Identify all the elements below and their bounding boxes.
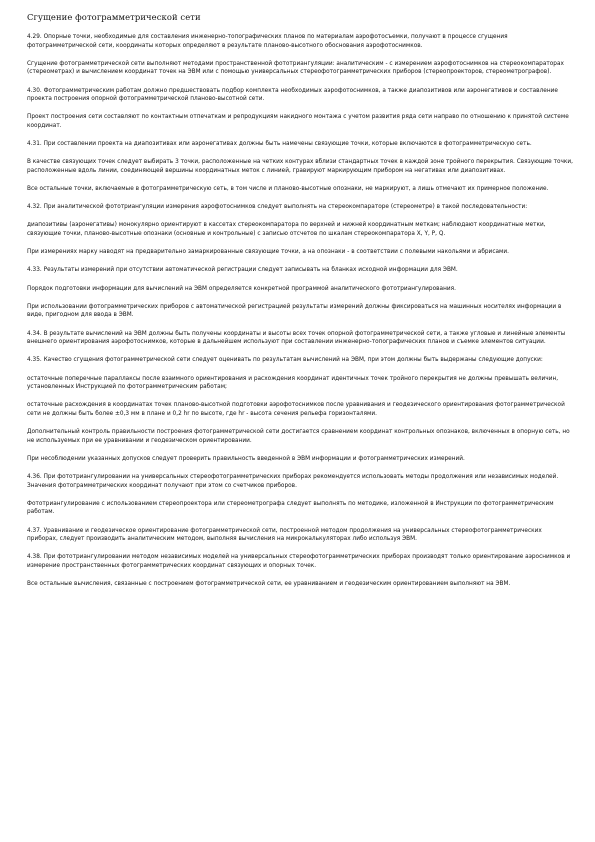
- paragraph: В качестве связующих точек следует выбирать 3 точки, расположенные на четких контурах вблизи стандартных точек в каждой зоне тройного перекрытия. Связующие точки, расположенные вдоль линии, соединяющей вершины координатных меток с линией, гравируют маркирующим прибором на негативах или диапозитивах.: [27, 159, 574, 174]
- paragraph: 4.36. При фототриангулировании на универсальных стереофотограмметрических приборах рекомендуется использовать методы продолжения или независимых моделей. Значения фотограмметрических координат получают при этом со счетчиков приборов.: [27, 474, 559, 489]
- paragraph: Фототриангулирование с использованием стереопроектора или стереометрографа следует выполнять по методике, изложенной в Инструкции по фотограмметрическим работам.: [27, 500, 554, 516]
- paragraph: Все остальные точки, включаемые в фотограмметрическую сеть, в том числе и планово-высотные опознаки, не маркируют, а лишь отмечают их примерное положение.: [27, 186, 549, 193]
- paragraph: 4.34. В результате вычислений на ЭВМ должны быть получены координаты и высоты всех точек опорной фотограмметрической сети, а также угловые и линейные элементы внешнего ориентирования аэрофотоснимков, которые в дальнейшем используют при составлении инженерно-топографических планов и съемке элементов ситуации.: [27, 330, 566, 346]
- paragraph: остаточные поперечные параллаксы после взаимного ориентирования и расхождения координат идентичных точек тройного перекрытия не должны превышать величин, установленных Инструкцией по фотограмметрическим работам;: [27, 375, 559, 391]
- paragraph: При измерениях марку наводят на предварительно замаркированные связующие точки, а на опознаки - в соответствии с полевыми накольями и абрисами.: [27, 249, 510, 256]
- paragraph: Дополнительный контроль правильности построения фотограмметрической сети достигается сравнением координат контрольных опознаков, включенных в опорную сеть, но не используемых при ее уравнивании и геодезическом ориентировании.: [27, 429, 570, 444]
- paragraph: 4.38. При фототриангулировании методом независимых моделей на универсальных стереофотограмметрических приборах производят только ориентирование аэроснимков и измерение пространственных фотограмметрических координат связующих и опорных точек.: [27, 554, 571, 570]
- paragraph: остаточные расхождения в координатах точек планово-высотной подготовки аэрофотоснимков после уравнивания и геодезического ориентирования фотограмметрической сети не должны быть более ±0,3 мм в плане и 0,2 hr по высоте, где hr - высота сечения рельефа горизонталями.: [27, 402, 565, 417]
- paragraph: 4.37. Уравнивание и геодезическое ориентирование фотограмметрической сети, построенной методом продолжения на универсальных стереофотограмметрических приборах, следует производить аналитическим методом, выполняя вычисления на микрокалькуляторах либо используя ЭВМ.: [27, 527, 542, 543]
- paragraph: 4.29. Опорные точки, необходимые для составления инженерно-топографических планов по материалам аэрофотосъемки, получают в процессе сгущения фотограмметрической сети, координаты которых определяют в результате планово-высотного обоснования аэрофотоснимков.: [27, 34, 508, 49]
- paragraph: При несоблюдении указанных допусков следует проверить правильность введенной в ЭВМ информации и фотограмметрических измерений.: [27, 455, 465, 462]
- paragraph: диапозитивы (аэронегативы) монокулярно ориентируют в кассетах стереокомпаратора по верхней и нижней координатным меткам; наблюдают координатные метки, связующие точки, планово-высотные опознаки (основные и контрольные) с записью отсчетов по шкалам стереокомпаратора X, Y, P, Q.: [27, 222, 546, 238]
- paragraph: 4.35. Качество сгущения фотограмметрической сети следует оценивать по результатам вычислений на ЭВМ, при этом должны быть выдержаны следующие допуски:: [27, 357, 543, 364]
- document-body: [27, 33, 573, 589]
- paragraph: Проект построения сети составляют по контактным отпечаткам и репродукциям накидного монтажа с учетом развития ряда сети направо по отношению к принятой системе координат.: [27, 114, 569, 129]
- paragraph: Сгущение фотограмметрической сети выполняют методами пространственной фототриангуляции: аналитическим - с измерением аэрофотоснимков на стереокомпараторах (стереометрах) и вычислением координат точек на ЭВМ или с помощью универсальных стереофотограмметрических приборов (стереопроекторов, стереометрографов).: [27, 60, 564, 76]
- paragraph: 4.32. При аналитической фототриангуляции измерения аэрофотоснимков следует выполнять на стереокомпараторе (стереометре) в такой последовательности:: [27, 204, 528, 211]
- paragraph: Порядок подготовки информации для вычислений на ЭВМ определяется конкретной программой аналитического фототриангулирования.: [27, 285, 456, 292]
- document-title: Сгущение фотограмметрической сети: [27, 12, 201, 22]
- paragraph: 4.30. Фотограмметрическим работам должно предшествовать подбор комплекта необходимых аэрофотоснимков, а также диапозитивов или аэронегативов и составление проекта построения опорной фотограмметрической планово-высотной сети.: [27, 87, 558, 103]
- paragraph: 4.31. При составлении проекта на диапозитивах или аэронегативах должны быть намечены связующие точки, которые включаются в фотограмметрическую сеть.: [27, 141, 532, 148]
- paragraph: При использовании фотограмметрических приборов с автоматической регистрацией результаты измерений должны фиксироваться на машинных носителях информации в виде, пригодном для ввода в ЭВМ.: [27, 303, 562, 319]
- paragraph: 4.33. Результаты измерений при отсутствии автоматической регистрации следует записывать на бланках исходной информации для ЭВМ.: [27, 267, 458, 274]
- paragraph: Все остальные вычисления, связанные с построением фотограмметрической сети, ее уравниванием и геодезическим ориентированием выполняют на ЭВМ.: [27, 581, 511, 588]
